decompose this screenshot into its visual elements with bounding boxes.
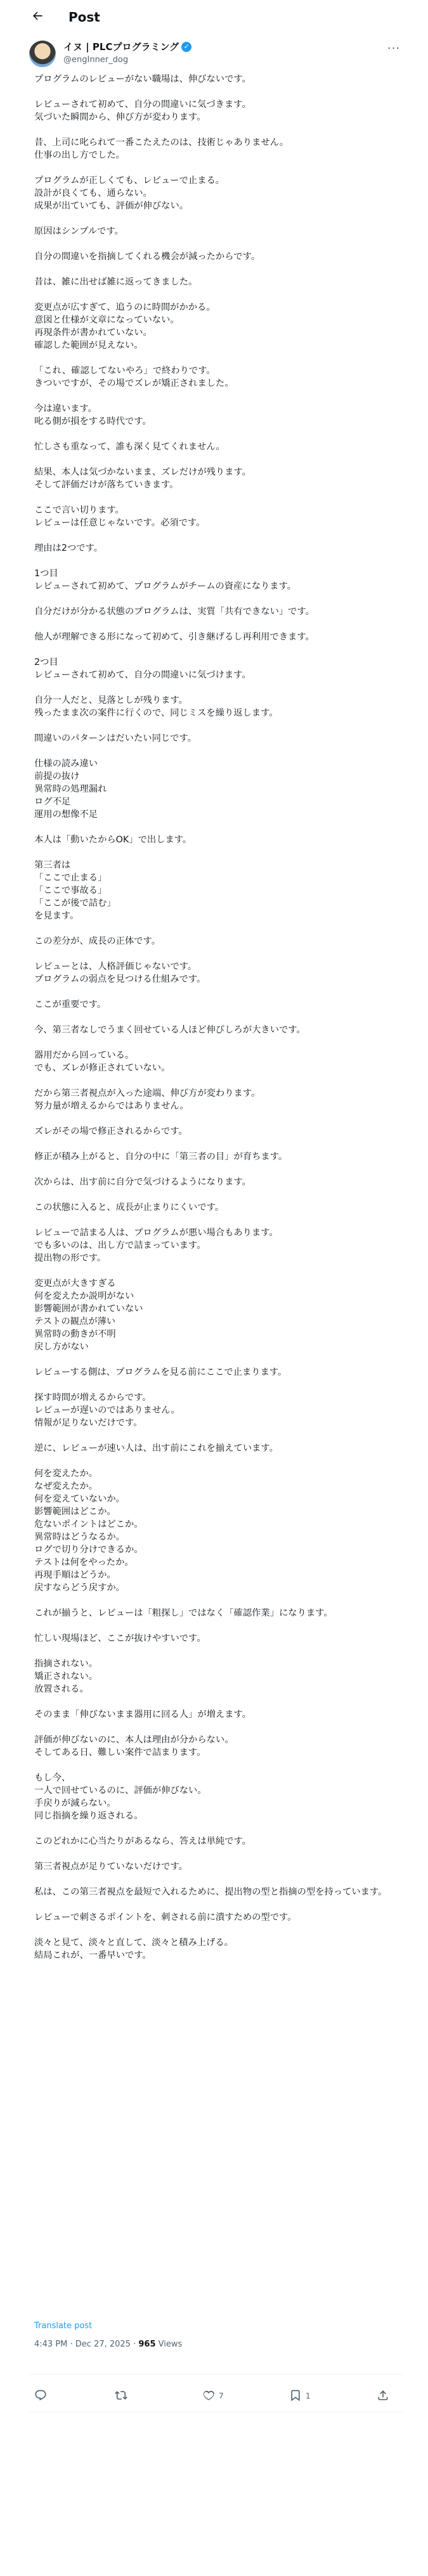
views-count: 965 — [138, 2340, 156, 2349]
post-line: 成果が出ていても、評価が伸びない。 — [34, 201, 189, 211]
post-line: 探す時間が増えるからです。 — [34, 1393, 152, 1403]
blank-line — [34, 1353, 415, 1366]
post-line: 間違いのパターンはだいたい同じです。 — [34, 733, 197, 744]
blank-line — [34, 1138, 415, 1150]
blank-line — [34, 1594, 415, 1607]
post-line: ここで言い切ります。 — [34, 505, 124, 515]
post-line: そしてある日、難しい案件で詰まります。 — [34, 1748, 206, 1758]
post-line: 異常時の動きが不明 — [34, 1329, 116, 1339]
reply-button[interactable] — [34, 2388, 51, 2404]
post-line: レビューで刺さるポイントを、刺される前に潰すための型です。 — [34, 1912, 297, 1922]
post-line: 結果、本人は気づかないまま、ズレだけが残ります。 — [34, 467, 251, 477]
post-line: プログラムが正しくても、レビューで止まる。 — [34, 176, 225, 186]
blank-line — [34, 1924, 415, 1936]
blank-line — [34, 1898, 415, 1911]
blank-line — [34, 124, 415, 136]
blank-line — [34, 352, 415, 364]
avatar[interactable] — [29, 41, 56, 67]
blank-line — [34, 1265, 415, 1277]
post-line: 意図と仕様が文章になっていない。 — [34, 315, 179, 325]
page-title: Post — [68, 10, 100, 25]
post-line: そのまま「伸びないまま器用に回る人」が増えます。 — [34, 1710, 251, 1720]
blank-line — [34, 529, 415, 542]
post-line: 変更点が大きすぎる — [34, 1278, 116, 1289]
post-line: 一人で回せているのに、評価が伸びない。 — [34, 1786, 207, 1796]
post-line: 淡々と見て、淡々と直して、淡々と積み上げる。 — [34, 1938, 233, 1948]
arrow-left-icon — [31, 10, 44, 25]
post-date[interactable]: Dec 27, 2025 — [75, 2340, 131, 2349]
blank-line — [34, 1214, 415, 1227]
blank-line — [34, 288, 415, 301]
reply-icon — [34, 2389, 47, 2404]
post-line: 第三者視点が足りていないだけです。 — [34, 1862, 188, 1872]
back-button[interactable] — [29, 9, 46, 25]
post-author — [29, 39, 403, 70]
post-line: この差分が、成長の正体です。 — [34, 936, 161, 946]
post-line: 異常時はどうなるか。 — [34, 1532, 125, 1542]
post-line: そして評価だけが落ちていきます。 — [34, 480, 179, 490]
post-line: 「ここで止まる」 — [34, 873, 107, 883]
repost-icon — [115, 2389, 127, 2404]
post-line: レビューされて初めて、自分の間違いに気づけます。 — [34, 670, 251, 680]
post-line: 原因はシンプルです。 — [34, 226, 124, 236]
post-line: テストの観点が薄い — [34, 1317, 116, 1327]
post-line: レビューが遅いのではありません。 — [34, 1405, 180, 1415]
blank-line — [34, 1759, 415, 1772]
post-line: 今、第三者なしでうまく回せている人ほど伸びしろが大きいです。 — [34, 1025, 306, 1035]
post-line: だから第三者視点が入った途端、伸び方が変わります。 — [34, 1088, 261, 1098]
post-line: 仕様の読み違い — [34, 759, 98, 769]
blank-line — [34, 1873, 415, 1886]
post-line: 影響範囲はどこか。 — [34, 1507, 116, 1517]
meta-separator: · — [70, 2340, 75, 2349]
post-line: 第三者は — [34, 860, 71, 870]
more-horizontal-icon: ··· — [387, 42, 401, 55]
blank-line — [34, 593, 415, 605]
post-line: もし今、 — [34, 1773, 71, 1783]
post-line: ズレがその場で修正されるからです。 — [34, 1126, 188, 1137]
post-time[interactable]: 4:43 PM — [34, 2340, 68, 2349]
post-line: を見ます。 — [34, 911, 79, 921]
blank-line — [34, 643, 415, 656]
post-line: 提出物の形です。 — [34, 1253, 107, 1263]
post-line: 叱る側が損をする時代です。 — [34, 416, 152, 427]
blank-line — [34, 1848, 415, 1860]
post-line: 理由は2つです。 — [34, 543, 103, 553]
post-line: 戻すならどう戻すか。 — [34, 1583, 125, 1593]
post-line: ログ不足 — [34, 797, 71, 807]
post-line: 忙しさも重なって、誰も深く見てくれません。 — [34, 442, 225, 452]
post-line: 自分だけが分かる状態のプログラムは、実質「共有できない」です。 — [34, 607, 315, 617]
verified-badge-icon: ✓ — [181, 42, 191, 52]
post-line: でも、ズレが修正されていない。 — [34, 1063, 171, 1073]
blank-line — [34, 719, 415, 732]
post-line: 何を変えたか。 — [34, 1469, 98, 1479]
author-name[interactable]: イヌ | PLCプログラミング — [63, 41, 179, 53]
blank-line — [34, 1721, 415, 1734]
post-line: 私は、この第三者視点を最短で入れるために、提出物の型と指摘の型を持っています。 — [34, 1887, 387, 1897]
post-line: このどれかに心当たりがあるなら、答えは単純です。 — [34, 1836, 251, 1846]
blank-line — [34, 1112, 415, 1125]
post-line: 放置される。 — [34, 1684, 89, 1694]
post-line: 残ったまま次の案件に行くので、同じミスを繰り返します。 — [34, 708, 278, 718]
blank-line — [34, 986, 415, 998]
blank-line — [34, 390, 415, 402]
post-line: 努力量が増えるからではありません。 — [34, 1101, 189, 1111]
blank-line — [34, 846, 415, 859]
post-line: レビューとは、人格評価じゃないです。 — [34, 962, 197, 972]
post-line: 逆に、レビューが速い人は、出す前にこれを揃えています。 — [34, 1443, 278, 1453]
post-line: 再現条件が書かれていない。 — [34, 328, 152, 338]
blank-line — [34, 821, 415, 834]
blank-line — [34, 1455, 415, 1467]
post-line: プログラムの弱点を見つける仕組みです。 — [34, 974, 206, 984]
like-count: 7 — [219, 2392, 224, 2400]
post-line: 修正が積み上がると、自分の中に「第三者の目」が育ちます。 — [34, 1152, 288, 1162]
blank-line — [34, 1011, 415, 1024]
post-line: きついですが、その場でズレが矯正されました。 — [34, 378, 234, 389]
blank-line — [34, 681, 415, 694]
post-line: レビューは任意じゃないです。必須です。 — [34, 518, 205, 528]
post-line: 確認した範囲が見えない。 — [34, 340, 143, 351]
post-line: 何を変えたか説明がない — [34, 1291, 134, 1301]
post-line: 影響範囲が書かれていない — [34, 1304, 143, 1314]
post-line: 「ここで事故る」 — [34, 886, 107, 896]
post-line: テストは何をやったか。 — [34, 1557, 134, 1568]
post-line: 「これ、確認してないやろ」で終わりです。 — [34, 366, 216, 376]
heart-icon — [202, 2389, 215, 2404]
post-line: レビューされて初めて、自分の間違いに気づきます。 — [34, 100, 251, 110]
post-line: レビューする側は、プログラムを見る前にここで止まります。 — [34, 1367, 287, 1377]
post-line: 忙しい現場ほど、ここが抜けやすいです。 — [34, 1633, 206, 1644]
blank-line — [34, 428, 415, 441]
post-line: 他人が理解できる形になって初めて、引き継げるし再利用できます。 — [34, 632, 315, 642]
post-line: この状態に入ると、成長が止まりにくいです。 — [34, 1202, 224, 1213]
post-line: なぜ変えたか。 — [34, 1481, 98, 1491]
blank-line — [34, 745, 415, 757]
action-bar — [29, 2383, 403, 2409]
post-line: 1つ目 — [34, 569, 58, 579]
blank-line — [34, 1645, 415, 1658]
post-line: 結局これが、一番早いです。 — [34, 1950, 152, 1961]
post-line: 矯正されない。 — [34, 1671, 98, 1682]
blank-line — [34, 212, 415, 225]
post-line: 評価が伸びないのに、本人は理由が分からない。 — [34, 1735, 234, 1745]
blank-line — [34, 1822, 415, 1835]
blank-line — [34, 86, 415, 98]
post-meta — [34, 2339, 182, 2350]
post-line: 運用の想像不足 — [34, 809, 98, 820]
post-line: 設計が良くても、通らない。 — [34, 188, 152, 198]
translate-post-link[interactable]: Translate post — [34, 2321, 93, 2331]
post-line: でも多いのは、出し方で詰まっています。 — [34, 1240, 206, 1251]
post-text — [34, 73, 415, 1962]
post-line: 本人は「動いたからOK」で出します。 — [34, 835, 192, 845]
replies-area — [19, 2415, 409, 2576]
post-line: 指摘されない。 — [34, 1659, 98, 1669]
post-line: ここが重要です。 — [34, 1000, 107, 1010]
more-options-button[interactable] — [384, 42, 403, 57]
post-line: 今は違います。 — [34, 404, 97, 414]
bookmark-count: 1 — [306, 2392, 311, 2400]
repost-button[interactable] — [115, 2388, 131, 2404]
blank-line — [34, 238, 415, 250]
blank-line — [34, 491, 415, 504]
blank-line — [34, 1163, 415, 1176]
share-button[interactable] — [377, 2388, 389, 2404]
blank-line — [34, 922, 415, 935]
blank-line — [34, 162, 415, 174]
post-line: 昔、上司に叱られて一番こたえたのは、技術じゃありません。 — [34, 138, 289, 148]
bookmark-button[interactable] — [289, 2388, 311, 2404]
blank-line — [34, 1429, 415, 1442]
share-icon — [377, 2389, 389, 2404]
post-line: これが揃うと、レビューは「粗探し」ではなく「確認作業」になります。 — [34, 1608, 333, 1618]
post-line: 情報が足りないだけです。 — [34, 1418, 143, 1428]
post-line: 自分一人だと、見落としが残ります。 — [34, 695, 188, 705]
blank-line — [34, 453, 415, 466]
post-line: 同じ指摘を繰り返される。 — [34, 1811, 143, 1821]
post-line: 戻し方がない — [34, 1342, 89, 1352]
post-line: 気づいた瞬間から、伸び方が変わります。 — [34, 112, 206, 122]
views-label: Views — [158, 2340, 183, 2349]
blank-line — [34, 1074, 415, 1087]
post-line: 手戻りが減らない。 — [34, 1798, 116, 1808]
post-line: プログラムのレビューがない職場は、伸びないです。 — [34, 74, 251, 84]
post-line: 危ないポイントはどこか。 — [34, 1519, 143, 1530]
like-button[interactable] — [202, 2388, 224, 2404]
post-line: 変更点が広すぎて、追うのに時間がかかる。 — [34, 302, 216, 312]
post-line: 再現手順はどうか。 — [34, 1570, 116, 1580]
author-handle[interactable]: @engInner_dog — [63, 55, 129, 65]
post-line: 2つ目 — [34, 657, 58, 667]
blank-line — [34, 1696, 415, 1708]
blank-line — [34, 948, 415, 960]
blank-line — [34, 1188, 415, 1201]
bookmark-icon — [289, 2389, 302, 2404]
post-line: ログで切り分けできるか。 — [34, 1545, 143, 1555]
post-line: 仕事の出し方でした。 — [34, 150, 125, 160]
post-line: レビューされて初めて、プログラムがチームの資産になります。 — [34, 581, 297, 591]
post-line: 自分の間違いを指摘してくれる機会が減ったからです。 — [34, 252, 261, 262]
blank-line — [34, 1036, 415, 1049]
blank-line — [34, 1620, 415, 1632]
blank-line — [34, 618, 415, 631]
meta-separator: · — [133, 2340, 139, 2349]
post-line: 前提の抜け — [34, 771, 80, 782]
post-line: 何を変えていないか。 — [34, 1494, 125, 1504]
post-line: レビューで詰まる人は、プログラムが悪い場合もあります。 — [34, 1228, 278, 1238]
post-line: 「ここが後で詰む」 — [34, 898, 116, 908]
blank-line — [34, 1379, 415, 1391]
post-line: 昔は、雑に出せば雑に返ってきました。 — [34, 277, 198, 287]
post-line: 異常時の処理漏れ — [34, 784, 107, 794]
post-line: 器用だから回っている。 — [34, 1050, 134, 1060]
blank-line — [34, 263, 415, 276]
post-line: 次からは、出す前に自分で気づけるようになります。 — [34, 1177, 251, 1187]
blank-line — [34, 555, 415, 567]
post-header — [0, 0, 428, 34]
